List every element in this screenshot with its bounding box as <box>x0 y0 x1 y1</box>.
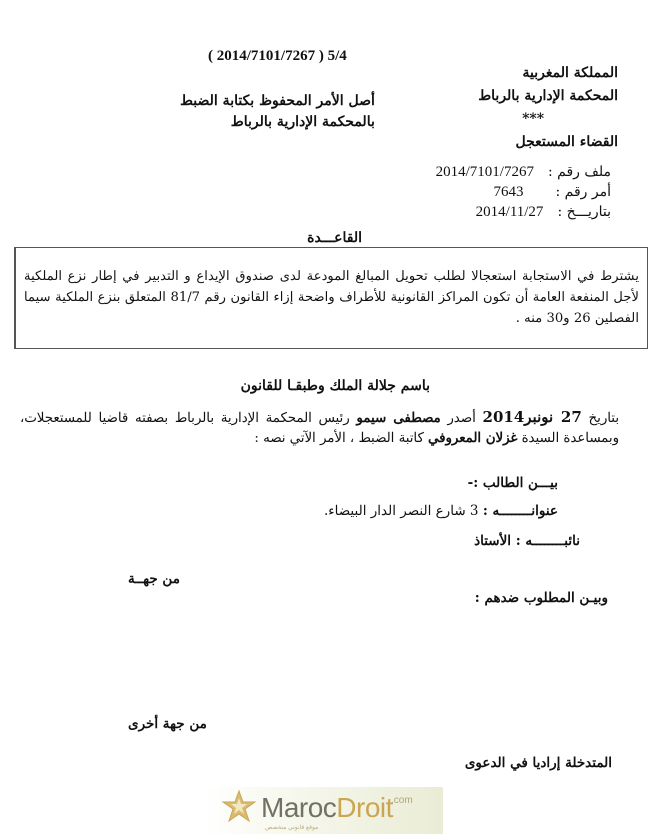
original-order-note <box>180 91 375 133</box>
intro-part-a: بتاريخ <box>588 411 620 426</box>
judgment-heading: باسم جلالة الملك وطبقـا للقانون <box>240 378 430 394</box>
order-number-value: 7643 <box>493 184 524 200</box>
order-number-row <box>436 182 611 202</box>
intro-part-c: رئيس المحكمة الإدارية بالرباط بصفته قاضيا للمستعجلات، وبمساعدة السيدة <box>20 411 619 446</box>
petitioner-label: بيـــن الطالب :- <box>467 475 558 491</box>
second-party-side: من جهة أخرى <box>128 716 207 732</box>
respondents-label: وبيـن المطلوب ضدهم : <box>474 590 608 606</box>
intro-date: 27 نونبر2014 <box>482 408 582 426</box>
court-name: المحكمة الإدارية بالرباط <box>478 88 618 104</box>
address-label: عنوانــــــــه : <box>482 503 558 519</box>
date-value: 2014/11/27 <box>475 204 544 220</box>
star-logo-icon <box>221 789 257 825</box>
file-number-label: ملف رقم : <box>547 164 611 180</box>
rule-box <box>14 247 648 349</box>
address-value: 3 شارع النصر الدار البيضاء. <box>323 503 479 519</box>
first-party-side: من جهــة <box>128 571 180 587</box>
header-stars: *** <box>522 111 545 127</box>
clerk-name: غزلان المعروفي <box>428 431 518 446</box>
watermark-droit: Droit <box>336 792 393 823</box>
kingdom-line: المملكة المغربية <box>522 65 618 81</box>
judge-name: مصطفى سيمو <box>356 411 441 426</box>
court-header <box>478 62 618 154</box>
rule-text: يشترط في الاستجابة استعجالا لطلب تحويل المبالغ المودعة لدى صندوق الإيداع و التدبير في إطار نزع الملكية لأجل المنفعة العامة أن تكون المراكز القانونية للأطراف واضحة إزاء القانون رقم 81/7 المتعلق بنزع الملكية سيما الفصلين 26 و30 منه . <box>24 269 640 326</box>
page-number: ( 2014/7101/7267 ) 5/4 <box>208 48 347 64</box>
rule-title: القاعـــدة <box>307 230 362 246</box>
date-row <box>436 202 611 222</box>
case-metadata <box>436 162 611 222</box>
watermark-maroc: Maroc <box>261 792 337 823</box>
address-row <box>324 503 558 519</box>
redacted-area <box>38 613 623 708</box>
watermark-domain: .com <box>391 795 413 806</box>
attorney-label: نائبــــــــه : الأستاذ <box>474 533 580 549</box>
watermark-tagline: موقع قانوني متخصص <box>265 825 319 831</box>
watermark-text <box>261 792 393 824</box>
file-number-row <box>436 162 611 182</box>
court-division: القضاء المستعجل <box>515 134 618 150</box>
intro-part-d: كاتبة الضبط ، الأمر الآتي نصه : <box>254 431 424 446</box>
original-order-line-1: أصل الأمر المحفوظ بكتابة الضبط <box>180 93 375 109</box>
original-order-line-2: بالمحكمة الإدارية بالرباط <box>230 114 375 130</box>
judgment-intro <box>20 407 619 449</box>
file-number-value: 2014/7101/7267 <box>435 164 534 180</box>
marocdroit-watermark <box>203 787 443 834</box>
intro-part-b: أصدر <box>447 411 476 426</box>
date-label: بتاريـــخ : <box>557 204 611 220</box>
order-number-label: أمر رقم : <box>555 184 611 200</box>
intervener-label: المتدخلة إراديا في الدعوى <box>464 755 612 771</box>
